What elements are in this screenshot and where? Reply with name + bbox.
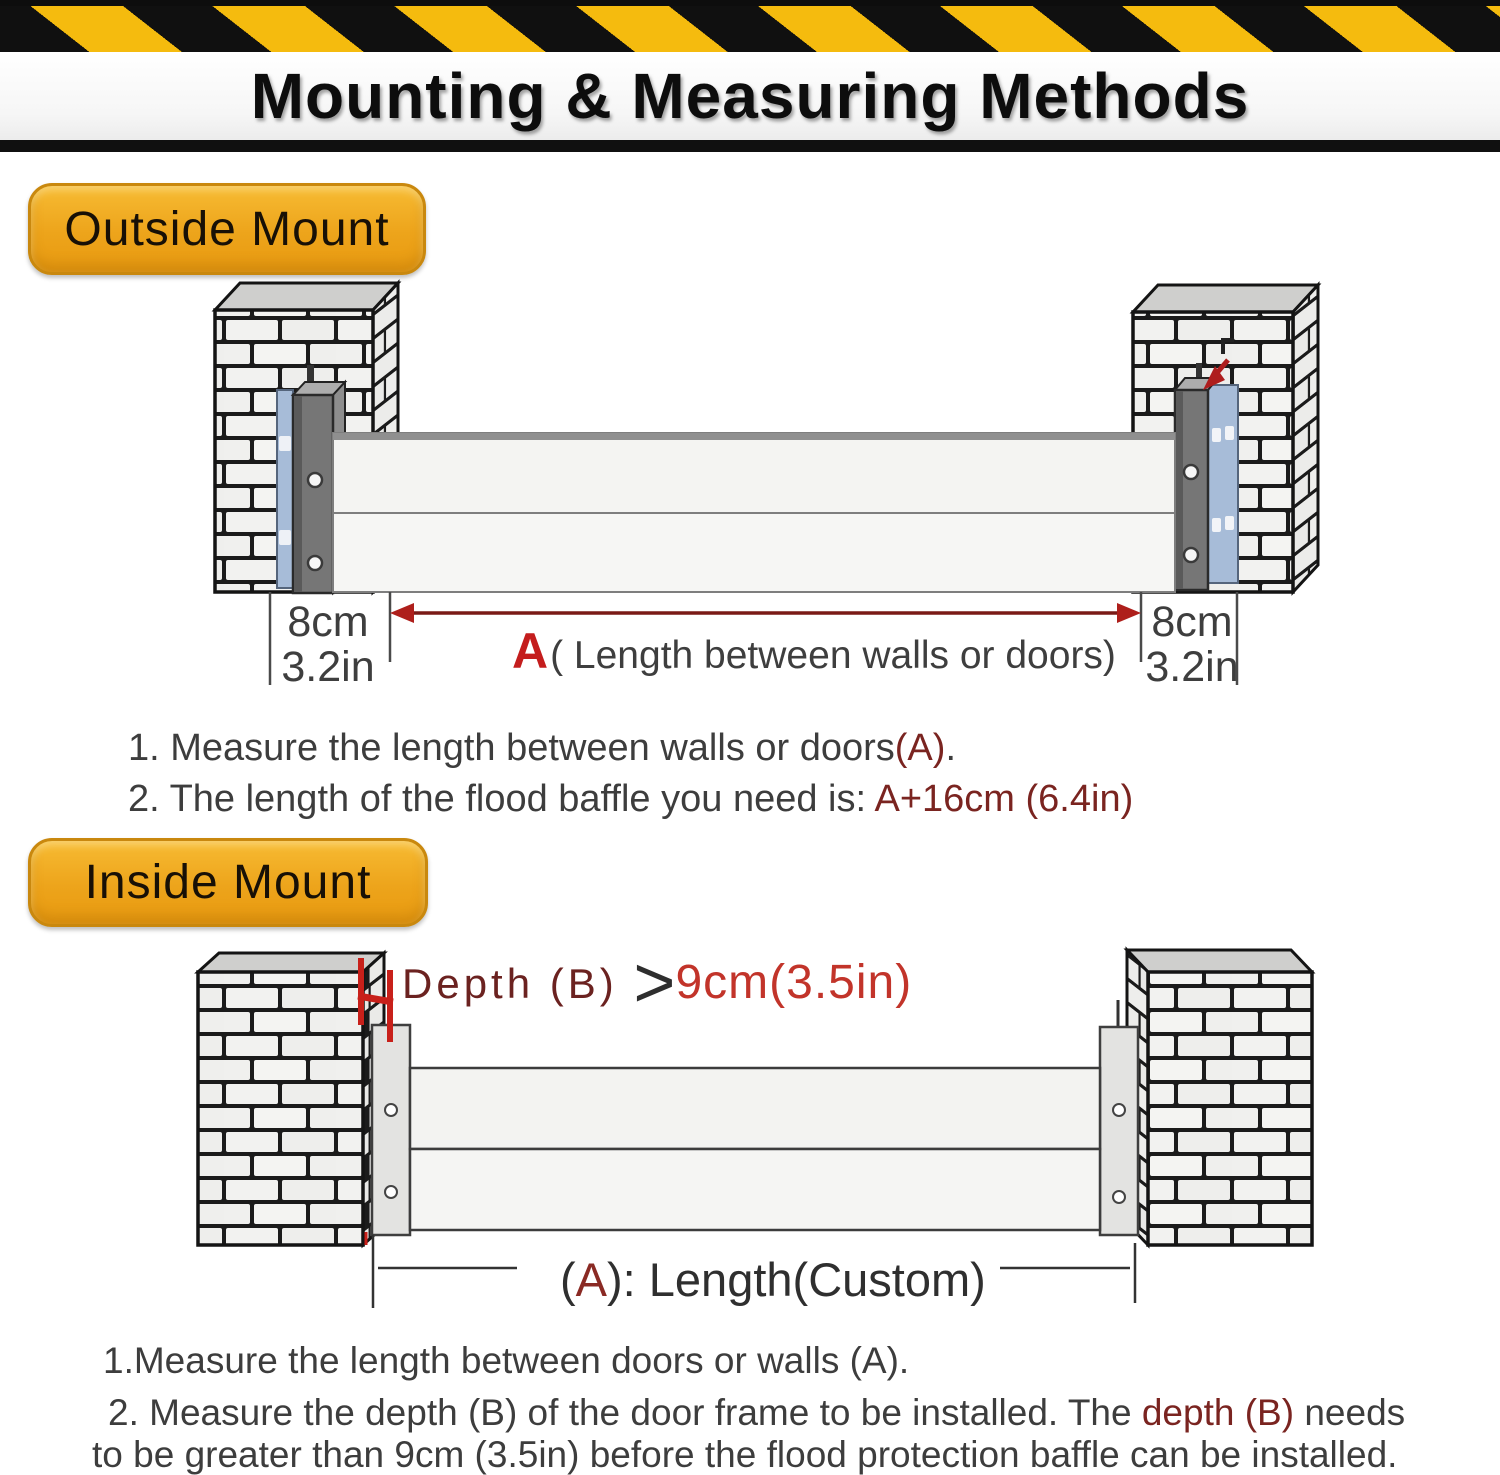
right-offset-label [1140, 600, 1244, 690]
depth-label-text: Depth (B) [402, 960, 618, 1007]
length-paren: ( [560, 1253, 576, 1306]
depth-label [402, 943, 913, 1023]
bracket-channel-groove [294, 396, 302, 592]
inside-step-2-line2-text: to be greater than 9cm (3.5in) before the flood protection baffle can be installed. [92, 1434, 1398, 1475]
span-letter-a: A [512, 623, 549, 679]
left-offset-inch: 3.2in [281, 643, 375, 691]
page-title: Mounting & Measuring Methods [250, 60, 1250, 132]
outside-step-1 [128, 727, 956, 770]
span-length-label [512, 622, 1116, 680]
wall-notch-mark [1221, 338, 1225, 354]
pillar-front-face [1148, 972, 1312, 1245]
inside-step-2-tail: needs [1294, 1392, 1406, 1433]
length-text: ): Length(Custom) [607, 1253, 986, 1306]
inside-mount-badge [28, 838, 428, 927]
screw-hole [1184, 465, 1198, 479]
outside-mount-badge [28, 183, 426, 275]
greater-than-sign: > [633, 943, 676, 1023]
inside-left-brick-pillar [198, 953, 384, 1245]
depth-value: 9cm(3.5in) [675, 956, 913, 1009]
pillar-top-face [1127, 950, 1312, 972]
outside-step-2 [128, 778, 1133, 821]
outside-left-seal-strip [277, 390, 293, 588]
left-offset-cm: 8cm [287, 598, 369, 646]
inside-step-1 [103, 1340, 909, 1382]
title-band [0, 52, 1500, 140]
screw-hole [308, 473, 322, 487]
outside-step-1-text: 1. Measure the length between walls or doors [128, 727, 895, 769]
barrier-panel-bottom [410, 1149, 1100, 1230]
length-letter-a: A [575, 1253, 608, 1306]
outside-mount-badge-label: Outside Mount [64, 202, 390, 256]
outside-step-1-accent: (A) [894, 727, 946, 769]
outside-flood-barrier [333, 433, 1175, 592]
bracket-front-face [372, 1025, 410, 1235]
barrier-panel-top [333, 433, 1175, 513]
left-offset-label [272, 600, 384, 690]
screw-hole [385, 1186, 397, 1198]
outside-right-seal-strip [1208, 385, 1238, 583]
pillar-top-face [198, 953, 384, 972]
inside-right-brick-pillar [1127, 950, 1312, 1245]
screw-hole [1113, 1191, 1125, 1203]
right-offset-inch: 3.2in [1145, 643, 1239, 691]
inside-right-mounting-bracket [1100, 1000, 1138, 1235]
inside-step-2-accent: depth (B) [1141, 1392, 1295, 1433]
screw-hole [308, 556, 322, 570]
hazard-stripe-banner [0, 0, 1500, 52]
inside-step-2-text: 2. Measure the depth (B) of the door frame to be installed. The [108, 1392, 1142, 1433]
barrier-panel-top [410, 1068, 1100, 1149]
pillar-front-face [198, 972, 363, 1245]
hazard-stripe-top-edge [0, 0, 1500, 6]
outside-step-2-text: 2. The length of the flood baffle you need is: [128, 778, 875, 820]
barrier-panel-bottom [333, 513, 1175, 592]
screw-hole [385, 1104, 397, 1116]
inside-flood-barrier [410, 1068, 1100, 1230]
banner-divider-bar [0, 140, 1500, 152]
outside-step-2-accent: A+16cm (6.4in) [874, 778, 1134, 820]
inside-step-2-line-2 [92, 1434, 1397, 1475]
barrier-top-edge [333, 433, 1175, 440]
inside-step-2-line-1 [108, 1392, 1405, 1434]
screw-hole [1113, 1104, 1125, 1116]
pillar-side-face [1293, 285, 1318, 592]
inside-step-1-text: 1.Measure the length between doors or walls (A). [103, 1340, 910, 1381]
pillar-top-face [1133, 285, 1318, 312]
bracket-channel-groove [1176, 391, 1183, 589]
outside-step-1-tail: . [945, 727, 956, 769]
right-offset-cm: 8cm [1151, 598, 1233, 646]
screw-hole [1184, 548, 1198, 562]
length-custom-label [560, 1252, 986, 1307]
inside-mount-badge-label: Inside Mount [84, 856, 372, 909]
span-arrowhead-right [1117, 603, 1141, 623]
span-arrowhead-left [390, 603, 414, 623]
pillar-top-face [215, 283, 398, 310]
span-length-text: ( Length between walls or doors) [550, 634, 1116, 677]
